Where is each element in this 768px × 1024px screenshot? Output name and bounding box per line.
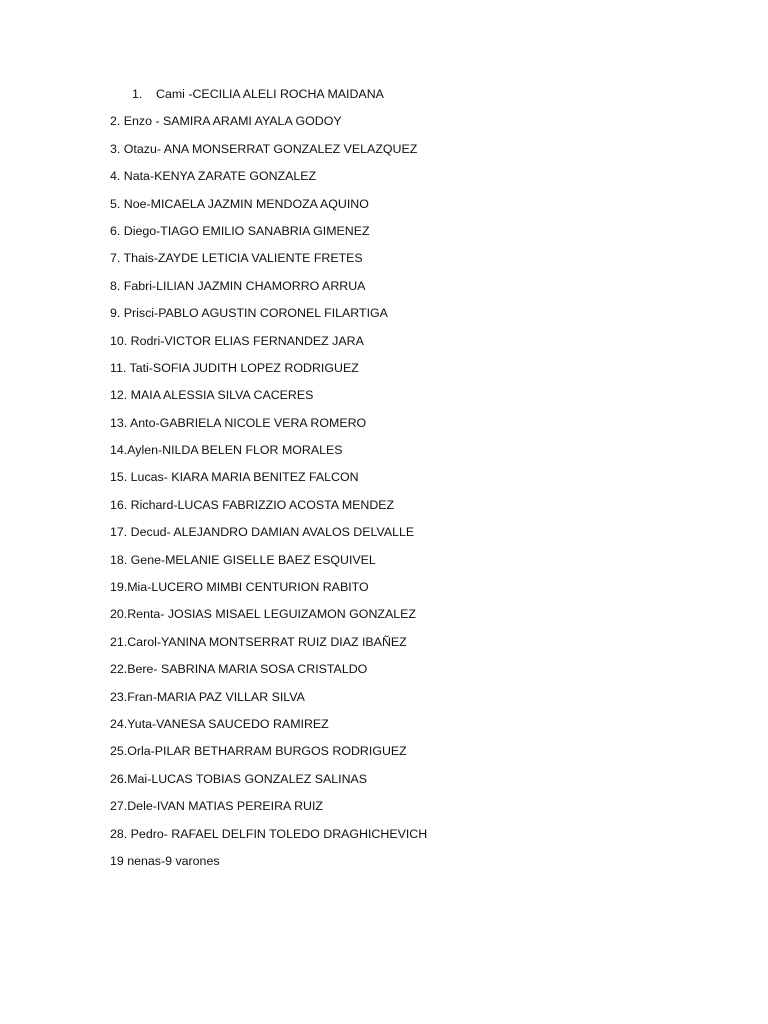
list-item: 9. Prisci-PABLO AGUSTIN CORONEL FILARTIGA [110,306,388,321]
list-item: 19.Mia-LUCERO MIMBI CENTURION RABITO [110,580,369,595]
list-item: 12. MAIA ALESSIA SILVA CACERES [110,388,314,403]
list-item: 17. Decud- ALEJANDRO DAMIAN AVALOS DELVALLE [110,525,415,540]
list-item-text: Cami -CECILIA ALELI ROCHA MAIDANA [156,87,384,101]
list-item: 13. Anto-GABRIELA NICOLE VERA ROMERO [110,415,367,430]
summary-line: 19 nenas-9 varones [110,853,220,868]
list-item: 4. Nata-KENYA ZARATE GONZALEZ [110,169,317,184]
list-item: 11. Tati-SOFIA JUDITH LOPEZ RODRIGUEZ [110,360,359,375]
list-item: 22.Bere- SABRINA MARIA SOSA CRISTALDO [110,662,368,677]
list-item: 25.Orla-PILAR BETHARRAM BURGOS RODRIGUEZ [110,744,407,759]
list-item: 6. Diego-TIAGO EMILIO SANABRIA GIMENEZ [110,223,370,238]
list-item: 18. Gene-MELANIE GISELLE BAEZ ESQUIVEL [110,552,376,567]
list-item: 2. Enzo - SAMIRA ARAMI AYALA GODOY [110,114,342,129]
list-item [110,85,710,112]
list-item: 10. Rodri-VICTOR ELIAS FERNANDEZ JARA [110,333,364,348]
list-item: 3. Otazu- ANA MONSERRAT GONZALEZ VELAZQUEZ [110,141,418,156]
list-item: 16. Richard-LUCAS FABRIZZIO ACOSTA MENDEZ [110,497,395,512]
list-item: 5. Noe-MICAELA JAZMIN MENDOZA AQUINO [110,196,369,211]
list-item: 8. Fabri-LILIAN JAZMIN CHAMORRO ARRUA [110,278,366,293]
list-item: 21.Carol-YANINA MONTSERRAT RUIZ DIAZ IBAÑEZ [110,634,407,649]
list-item-number: 1. [132,87,143,101]
list-item: 20.Renta- JOSIAS MISAEL LEGUIZAMON GONZALEZ [110,607,416,622]
list-item: 28. Pedro- RAFAEL DELFIN TOLEDO DRAGHICHEVICH [110,826,428,841]
list-item: 23.Fran-MARIA PAZ VILLAR SILVA [110,689,305,704]
list-item: 15. Lucas- KIARA MARIA BENITEZ FALCON [110,470,359,485]
list-item: 26.Mai-LUCAS TOBIAS GONZALEZ SALINAS [110,771,368,786]
student-list [110,85,710,879]
list-item: 14.Aylen-NILDA BELEN FLOR MORALES [110,443,343,458]
list-item: 24.Yuta-VANESA SAUCEDO RAMIREZ [110,716,329,731]
list-item: 7. Thais-ZAYDE LETICIA VALIENTE FRETES [110,251,363,266]
list-item: 27.Dele-IVAN MATIAS PEREIRA RUIZ [110,799,323,814]
